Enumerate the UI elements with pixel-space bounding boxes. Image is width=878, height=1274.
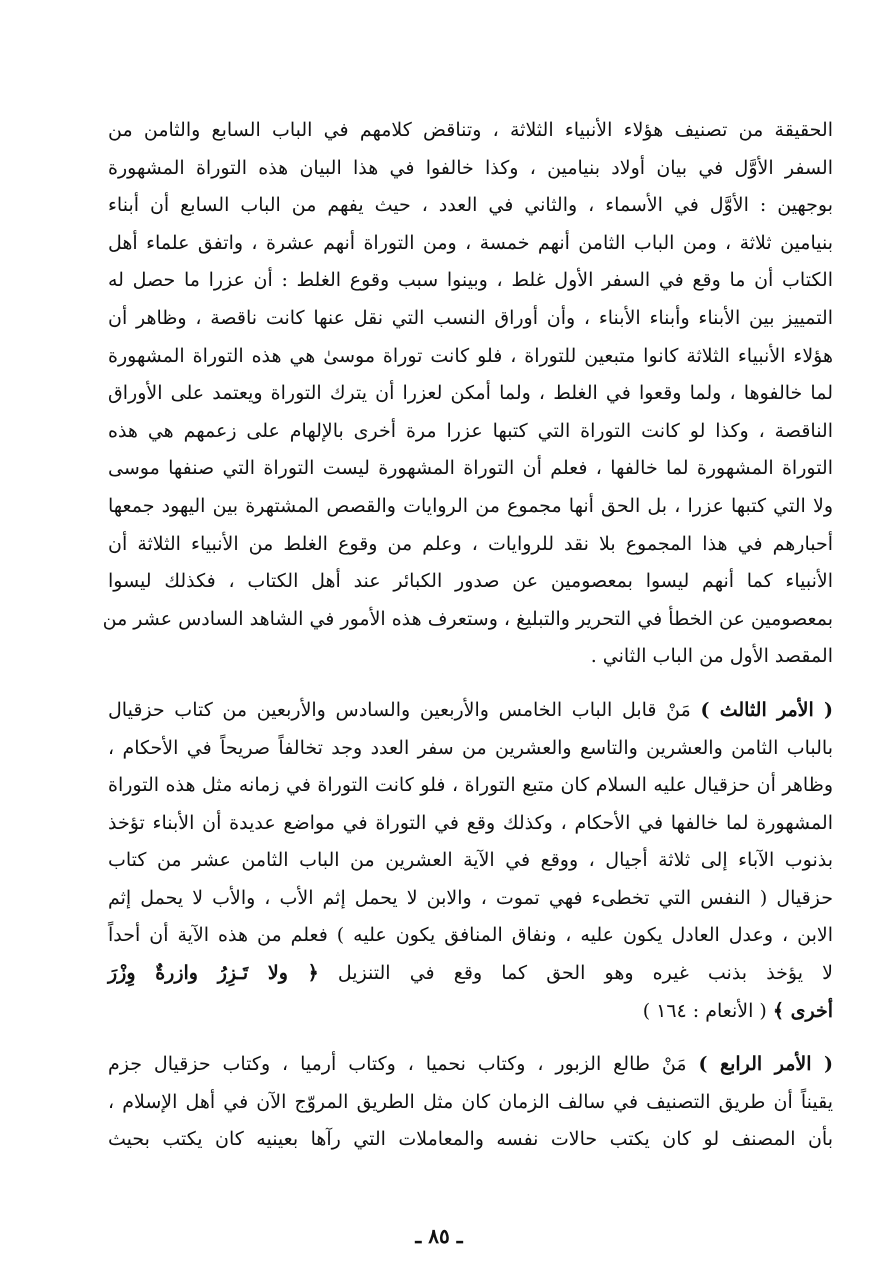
page-number: ـ ٨٥ ـ (415, 1224, 463, 1248)
text-line: لما خالفوها ، ولما وقعوا في الغلط ، ولما أمكن لعزرا أن يترك التوراة ويعتمد على الأوراق (108, 382, 833, 405)
paragraph-1 (102, 112, 833, 676)
text-line: بالباب الثامن والعشرين والتاسع والعشرين من سفر العدد وجد تخالفاً صريحاً في الأحكام ، (108, 736, 833, 759)
text-line: هؤلاء الأنبياء الثلاثة كانوا متبعين للتوراة ، فلو كانت توراة موسىٰ هي هذه التوراة المشهورة (108, 344, 833, 367)
text-line (108, 692, 833, 730)
text-line: الكتاب أن ما وقع في السفر الأول غلط ، وبينوا سبب وقوع الغلط : أن عزرا ما حصل له (108, 269, 833, 292)
text-line: المشهورة لما خالفها في الأحكام ، وكذلك وقع في التوراة في مواضع عديدة أن الأبناء تؤخذ (108, 811, 833, 834)
text-line: أحبارهم في هذا المجموع بلا نقد للروايات ، وعلم من وقوع الغلط من الأنبياء الثلاثة أن (108, 532, 833, 555)
document-body (102, 112, 834, 1159)
text-run: مَنْ طالع الزبور ، وكتاب نحميا ، وكتاب أرميا ، وكتاب حزقيال جزم (108, 1053, 699, 1076)
text-line: الأنبياء كما أنهم ليسوا بمعصومين عن صدور الكبائر عند أهل الكتاب ، فكذلك ليسوا (108, 570, 833, 593)
text-line: بنيامين ثلاثة ، ومن الباب الثامن أنهم خمسة ، ومن التوراة أنهم عشرة ، واتفق علماء أهل (108, 231, 833, 254)
text-line: الابن ، وعدل العادل يكون عليه ، ونفاق المنافق يكون عليه ) فعلم من هذه الآية أن أحداً (108, 924, 833, 947)
section-label: ( الأمر الثالث ) (700, 698, 834, 721)
text-line: التمييز بين الأبناء وأبناء الأبناء ، وأن أوراق النسب التي نقل عنها كانت ناقصة ، وظاهر أن (108, 306, 833, 329)
text-line (108, 993, 833, 1031)
text-line: يقيناً أن طريق التصنيف في سالف الزمان كان مثل الطريق المروّج الآن في أهل الإسلام ، (108, 1090, 833, 1113)
verse-reference: ( الأنعام : ١٦٤ ) (642, 999, 773, 1022)
paragraph-2 (108, 692, 833, 1030)
section-label: ( الأمر الرابع ) (698, 1053, 833, 1076)
text-line: الحقيقة من تصنيف هؤلاء الأنبياء الثلاثة ، وتناقض كلامهم في الباب السابع والثامن من (108, 119, 833, 141)
text-line: الناقصة ، وكذا لو كانت التوراة التي كتبها عزرا مرة أخرى بالإلهام على زعمهم هي هذه (108, 419, 833, 442)
paragraph-gap (108, 676, 833, 692)
text-line: بأن المصنف لو كان يكتب حالات نفسه والمعاملات التي رآها بعينيه كان يكتب بحيث (108, 1128, 833, 1151)
text-line: حزقيال ( النفس التي تخطىء فهي تموت ، والابن لا يحمل إثم الأب ، والأب لا يحمل إثم (108, 886, 833, 909)
text-line: التوراة المشهورة لما خالفها ، فعلم أن التوراة المشهورة ليست التوراة التي صنفها موسى (108, 457, 833, 480)
quran-verse-end: أخرى ﴾ (772, 999, 833, 1022)
text-line: بوجهين : الأوَّل في الأسماء ، والثاني في العدد ، حيث يفهم من الباب السابع أن أبناء (108, 194, 833, 217)
text-line: السفر الأوَّل في بيان أولاد بنيامين ، وكذا خالفوا في هذا البيان هذه التوراة المشهورة (108, 156, 833, 179)
text-run: مَنْ قابل الباب الخامس والأربعين والسادس والأربعين من كتاب حزقيال (108, 698, 701, 721)
text-line (108, 955, 833, 993)
text-line: بمعصومين عن الخطأ في التحرير والتبليغ ، وستعرف هذه الأمور في الشاهد السادس عشر من (102, 607, 833, 630)
quran-verse: ﴿ ولا تَـزِرُ وازرةٌ وِزْرَ (108, 962, 319, 985)
paragraph-gap (108, 1030, 833, 1046)
text-line: ولا التي كتبها عزرا ، بل الحق أنها مجموع من الروايات والقصص المشتهرة بين اليهود جمعها (108, 494, 833, 517)
text-line: بذنوب الآباء إلى ثلاثة أجيال ، ووقع في الآية العشرين من الباب الثامن عشر من كتاب (108, 849, 833, 872)
paragraph-3 (108, 1046, 833, 1159)
text-line (108, 1046, 833, 1084)
text-line: وظاهر أن حزقيال عليه السلام كان متبع التوراة ، فلو كانت التوراة في زمانه مثل هذه التوراة (108, 774, 833, 797)
text-line: المقصد الأول من الباب الثاني . (590, 645, 833, 668)
text-run: لا يؤخذ بذنب غيره وهو الحق كما وقع في التنزيل (337, 962, 833, 985)
